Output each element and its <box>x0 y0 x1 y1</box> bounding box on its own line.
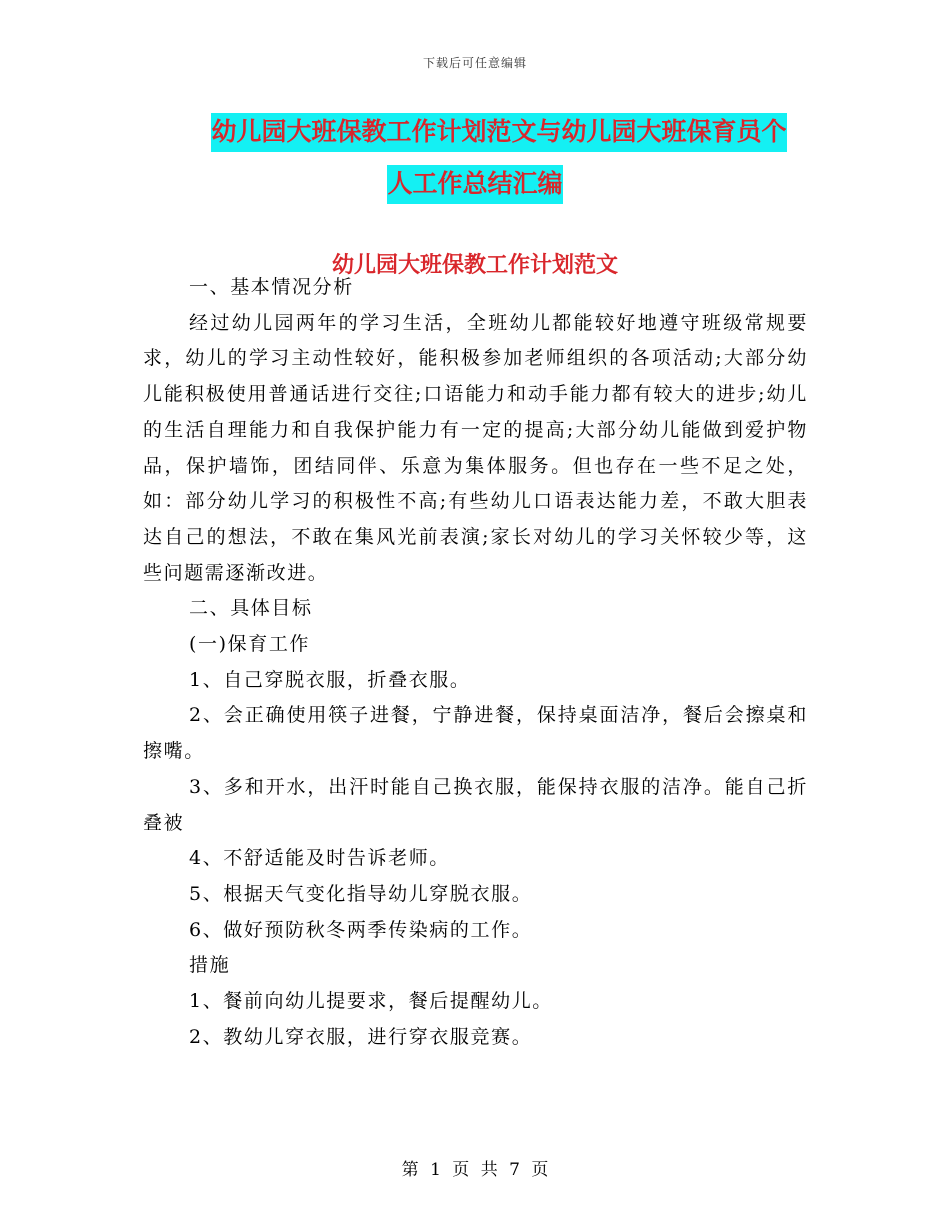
title-highlight-1: 幼儿园大班保教工作计划范文与幼儿园大班保育员个 <box>211 113 786 152</box>
section-title: 幼儿园大班保教工作计划范文 <box>331 253 618 278</box>
paragraph-situation-analysis: 经过幼儿园两年的学习生活，全班幼儿都能较好地遵守班级常规要求，幼儿的学习主动性较好，能积极参加老师组织的各项活动;大部分幼儿能积极使用普通话进行交往;口语能力和动手能力都有较大的进步;幼儿的生活自理能力和自我保护能力有一定的提高;大部分幼儿能做到爱护物品，保护墙饰，团结同伴、乐意为集体服务。但也存在一些不足之处，如：部分幼儿学习的积极性不高;有些幼儿口语表达能力差，不敢大胆表达自己的想法，不敢在集风光前表演;家长对幼儿的学习关怀较少等，这些问题需逐渐改进。 <box>143 311 808 584</box>
document-title <box>0 108 950 208</box>
document-title-line-2 <box>0 160 950 208</box>
list-item: 6、做好预防秋冬两季传染病的工作。 <box>189 918 533 941</box>
header-note: 下载后可任意编辑 <box>422 56 527 70</box>
document-title-line-1 <box>0 108 950 156</box>
list-item: 1、自己穿脱衣服，折叠衣服。 <box>189 668 471 691</box>
list-item: 3、多和开水，出汗时能自己换衣服，能保持衣服的洁净。能自己折叠被 <box>143 775 808 834</box>
heading-measures: 措施 <box>189 954 231 977</box>
heading-basic-situation: 一、基本情况分析 <box>189 276 354 298</box>
list-item: 2、会正确使用筷子进餐，宁静进餐，保持桌面洁净，餐后会擦桌和擦嘴。 <box>143 704 808 763</box>
subheading-care-work: (一)保育工作 <box>189 633 311 656</box>
document-body <box>143 270 808 1055</box>
list-item: 2、教幼儿穿衣服，进行穿衣服竞赛。 <box>189 1025 533 1048</box>
list-item: 1、餐前向幼儿提要求，餐后提醒幼儿。 <box>189 990 553 1013</box>
title-highlight-2: 人工作总结汇编 <box>387 165 562 204</box>
heading-specific-goals: 二、具体目标 <box>189 597 313 620</box>
list-item: 5、根据天气变化指导幼儿穿脱衣服。 <box>189 882 533 905</box>
list-item: 4、不舒适能及时告诉老师。 <box>189 847 450 870</box>
page-number: 第 1 页 共 7 页 <box>401 1160 549 1180</box>
